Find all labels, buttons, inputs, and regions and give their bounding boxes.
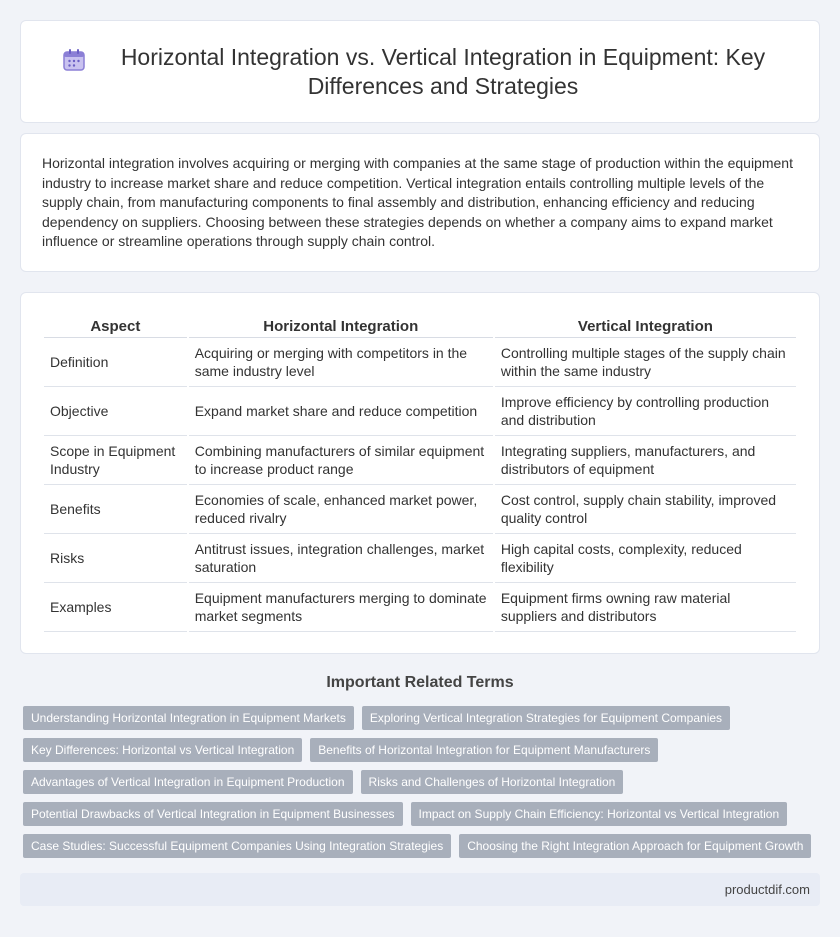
footer-site-name[interactable]: productdif.com <box>724 882 810 897</box>
related-term-tag[interactable]: Choosing the Right Integration Approach for Equipment Growth <box>459 834 811 858</box>
table-header-row <box>44 316 796 338</box>
comparison-table-card <box>20 292 820 654</box>
related-term-tag[interactable]: Understanding Horizontal Integration in Equipment Markets <box>23 706 354 730</box>
related-term-tag[interactable]: Impact on Supply Chain Efficiency: Horizontal vs Vertical Integration <box>411 802 788 826</box>
header-vertical: Vertical Integration <box>495 316 796 338</box>
cell-horizontal: Equipment manufacturers merging to dominate market segments <box>189 583 493 632</box>
related-term-tag[interactable]: Risks and Challenges of Horizontal Integration <box>361 770 624 794</box>
related-terms-title: Important Related Terms <box>326 674 514 691</box>
tag-row <box>23 770 823 794</box>
intro-paragraph: Horizontal integration involves acquiring or merging with companies at the same stage of production within the equipment industry to increase market share and reduce competition. Vertical integration entails controlling multiple levels of the supply chain, from manufacturing components to final assembly and distribution, enhancing efficiency and reducing dependency on suppliers. Choosing between these strategies depends on whether a company aims to expand market influence or streamline operations through supply chain control. <box>42 155 793 250</box>
table-row <box>44 387 796 436</box>
cell-vertical: Controlling multiple stages of the supply chain within the same industry <box>495 338 796 387</box>
cell-horizontal: Acquiring or merging with competitors in the same industry level <box>189 338 493 387</box>
cell-aspect: Objective <box>44 387 187 436</box>
header-inner <box>21 21 819 122</box>
cell-aspect: Benefits <box>44 485 187 534</box>
page-title: Horizontal Integration vs. Vertical Integration in Equipment: Key Differences and Strategies <box>120 43 766 99</box>
cell-horizontal: Antitrust issues, integration challenges, market saturation <box>189 534 493 583</box>
tag-row <box>23 738 823 762</box>
cell-aspect: Examples <box>44 583 187 632</box>
cell-aspect: Scope in Equipment Industry <box>44 436 187 485</box>
related-terms-list <box>23 706 823 866</box>
cell-vertical: Cost control, supply chain stability, improved quality control <box>495 485 796 534</box>
table-row <box>44 338 796 387</box>
comparison-table <box>42 316 798 632</box>
cell-vertical: Improve efficiency by controlling production and distribution <box>495 387 796 436</box>
related-term-tag[interactable]: Benefits of Horizontal Integration for Equipment Manufacturers <box>310 738 658 762</box>
tag-row <box>23 802 823 826</box>
cell-horizontal: Economies of scale, enhanced market power, reduced rivalry <box>189 485 493 534</box>
related-term-tag[interactable]: Advantages of Vertical Integration in Equipment Production <box>23 770 353 794</box>
header-aspect: Aspect <box>44 316 187 338</box>
tag-row <box>23 834 823 858</box>
header-horizontal: Horizontal Integration <box>189 316 493 338</box>
table-row <box>44 436 796 485</box>
cell-horizontal: Combining manufacturers of similar equipment to increase product range <box>189 436 493 485</box>
cell-vertical: Equipment firms owning raw material suppliers and distributors <box>495 583 796 632</box>
intro-card <box>20 133 820 272</box>
cell-horizontal: Expand market share and reduce competition <box>189 387 493 436</box>
table-row <box>44 485 796 534</box>
related-term-tag[interactable]: Potential Drawbacks of Vertical Integration in Equipment Businesses <box>23 802 403 826</box>
cell-aspect: Definition <box>44 338 187 387</box>
footer <box>20 873 820 906</box>
calendar-icon <box>61 47 87 73</box>
header-card <box>20 20 820 123</box>
cell-vertical: Integrating suppliers, manufacturers, and distributors of equipment <box>495 436 796 485</box>
tag-row <box>23 706 823 730</box>
related-term-tag[interactable]: Case Studies: Successful Equipment Companies Using Integration Strategies <box>23 834 451 858</box>
cell-vertical: High capital costs, complexity, reduced flexibility <box>495 534 796 583</box>
cell-aspect: Risks <box>44 534 187 583</box>
related-term-tag[interactable]: Exploring Vertical Integration Strategies for Equipment Companies <box>362 706 730 730</box>
related-term-tag[interactable]: Key Differences: Horizontal vs Vertical Integration <box>23 738 302 762</box>
table-row <box>44 583 796 632</box>
table-row <box>44 534 796 583</box>
